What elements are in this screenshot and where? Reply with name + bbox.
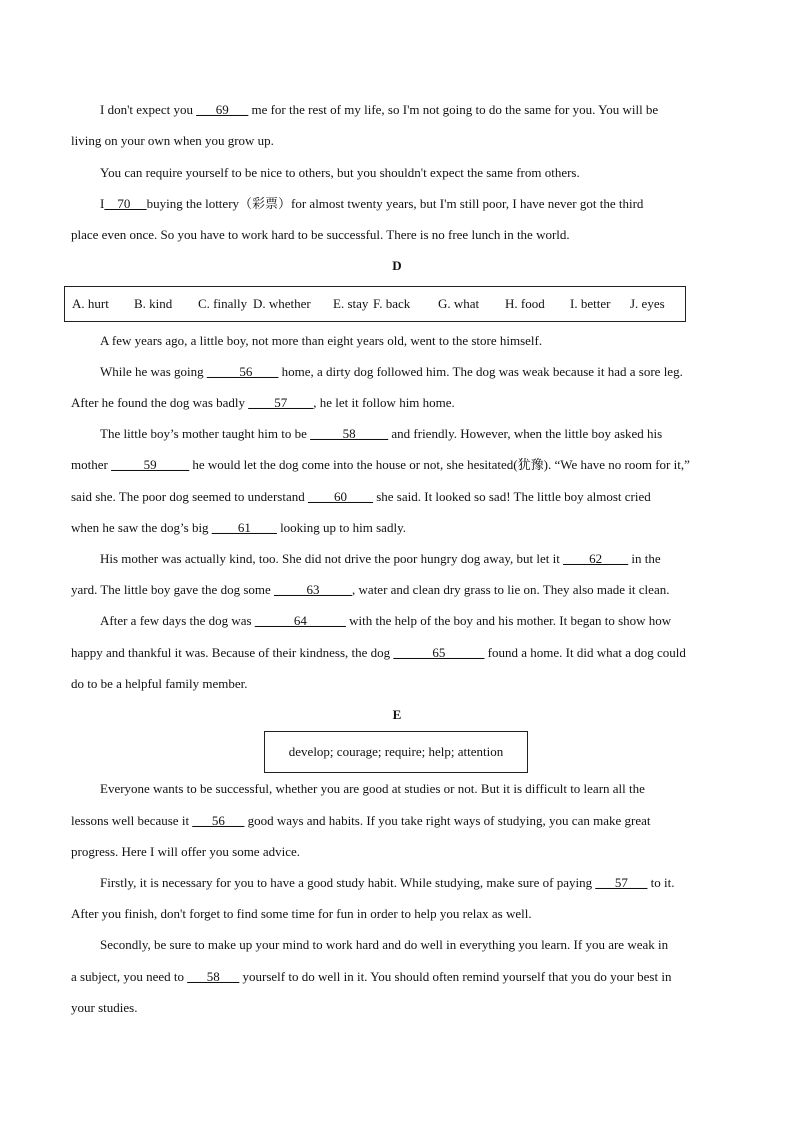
d-p3-line3 xyxy=(71,489,651,505)
text: she said. It looked so sad! The little boy almost cried xyxy=(372,489,651,504)
text: I xyxy=(100,196,105,211)
blank-64[interactable]: ______64______ xyxy=(254,613,346,628)
text: said she. The poor dog seemed to understand xyxy=(71,489,308,504)
d-p3-line1 xyxy=(100,426,662,442)
blank-e56[interactable]: ___56___ xyxy=(192,813,245,828)
c-p3-line1 xyxy=(100,196,643,212)
text: he would let the dog come into the house or not, she hesitated(犹豫). “We have no room for it,” xyxy=(189,457,690,472)
d-p5-line2 xyxy=(71,645,686,661)
text: in the xyxy=(628,551,661,566)
text: me for the rest of my life, so I'm not going to do the same for you. You will be xyxy=(248,102,659,117)
text: Firstly, it is necessary for you to have a good study habit. While studying, make sure of paying xyxy=(100,875,596,890)
blank-60[interactable]: ____60____ xyxy=(307,489,373,504)
blank-58[interactable]: _____58_____ xyxy=(310,426,389,441)
d-p1: A few years ago, a little boy, not more than eight years old, went to the store himself. xyxy=(100,333,543,348)
blank-e58[interactable]: ___58___ xyxy=(187,969,240,984)
option-f: F. back xyxy=(373,296,411,311)
text: After he found the dog was badly xyxy=(71,395,249,410)
e-p3-line3: your studies. xyxy=(71,1000,138,1015)
e-p3-line1: Secondly, be sure to make up your mind to work hard and do well in everything you learn. If you are weak in xyxy=(100,937,669,952)
e-p1-line3: progress. Here I will offer you some advice. xyxy=(71,844,300,859)
text: , water and clean dry grass to lie on. They also made it clean. xyxy=(352,582,670,597)
text: to it. xyxy=(647,875,675,890)
option-c: C. finally xyxy=(198,296,248,311)
section-d-word-box xyxy=(64,286,686,322)
text: I don't expect you xyxy=(100,102,197,117)
blank-63[interactable]: _____63_____ xyxy=(274,582,353,597)
text: , he let it follow him home. xyxy=(313,395,455,410)
text: happy and thankful it was. Because of their kindness, the dog xyxy=(71,645,394,660)
blank-69[interactable]: ___69___ xyxy=(196,102,249,117)
option-e: E. stay xyxy=(333,296,369,311)
d-p5-line1 xyxy=(100,613,671,629)
text: lessons well because it xyxy=(71,813,193,828)
text: home, a dirty dog followed him. The dog was weak because it had a sore leg. xyxy=(278,364,683,379)
section-e-word-box: develop; courage; require; help; attention xyxy=(264,731,528,773)
blank-65[interactable]: ______65______ xyxy=(393,645,485,660)
text: His mother was actually kind, too. She did not drive the poor hungry dog away, but let it xyxy=(100,551,564,566)
c-p1-line1 xyxy=(100,102,658,118)
blank-59[interactable]: _____59_____ xyxy=(111,457,190,472)
d-p5-line3: do to be a helpful family member. xyxy=(71,676,248,691)
text: mother xyxy=(71,457,112,472)
blank-e57[interactable]: ___57___ xyxy=(595,875,648,890)
option-j: J. eyes xyxy=(630,296,665,311)
option-g: G. what xyxy=(438,296,480,311)
text: with the help of the boy and his mother. It began to show how xyxy=(345,613,672,628)
text: yourself to do well in it. You should often remind yourself that you do your best in xyxy=(239,969,672,984)
e-p2-line2: After you finish, don't forget to find some time for fun in order to help you relax as well. xyxy=(71,906,532,921)
blank-56[interactable]: _____56____ xyxy=(206,364,279,379)
e-p1-line1: Everyone wants to be successful, whether you are good at studies or not. But it is difficult to learn all the xyxy=(100,781,645,796)
c-p2: You can require yourself to be nice to others, but you shouldn't expect the same from others. xyxy=(100,165,580,180)
c-p1-line2: living on your own when you grow up. xyxy=(71,133,274,148)
section-e-heading: E xyxy=(392,707,402,722)
text: The little boy’s mother taught him to be xyxy=(100,426,311,441)
text: After a few days the dog was xyxy=(100,613,255,628)
e-p3-line2 xyxy=(71,969,671,985)
text: and friendly. However, when the little boy asked his xyxy=(388,426,663,441)
blank-62[interactable]: ____62____ xyxy=(563,551,629,566)
text: a subject, you need to xyxy=(71,969,188,984)
section-d-heading: D xyxy=(392,258,402,273)
text: looking up to him sadly. xyxy=(276,520,406,535)
e-p1-line2 xyxy=(71,813,650,829)
blank-70[interactable]: 70 xyxy=(104,196,147,211)
option-a: A. hurt xyxy=(72,296,109,311)
d-p4-line2 xyxy=(71,582,669,598)
d-p2-line1 xyxy=(100,364,683,380)
option-h: H. food xyxy=(505,296,545,311)
c-p3-line2: place even once. So you have to work hard to be successful. There is no free lunch in the world. xyxy=(71,227,570,242)
blank-57[interactable]: ____57____ xyxy=(248,395,314,410)
e-p2-line1 xyxy=(100,875,674,891)
text: good ways and habits. If you take right ways of studying, you can make great xyxy=(244,813,651,828)
text: buying the lottery（彩票）for almost twenty years, but I'm still poor, I have never got the third xyxy=(146,196,644,211)
d-p2-line2 xyxy=(71,395,455,411)
text: when he saw the dog’s big xyxy=(71,520,212,535)
option-d: D. whether xyxy=(253,296,311,311)
text: yard. The little boy gave the dog some xyxy=(71,582,275,597)
d-p4-line1 xyxy=(100,551,661,567)
option-b: B. kind xyxy=(134,296,173,311)
text: found a home. It did what a dog could xyxy=(484,645,686,660)
text: While he was going xyxy=(100,364,207,379)
option-i: I. better xyxy=(570,296,611,311)
d-p3-line4 xyxy=(71,520,406,536)
d-p3-line2 xyxy=(71,457,690,473)
blank-61[interactable]: ____61____ xyxy=(211,520,277,535)
